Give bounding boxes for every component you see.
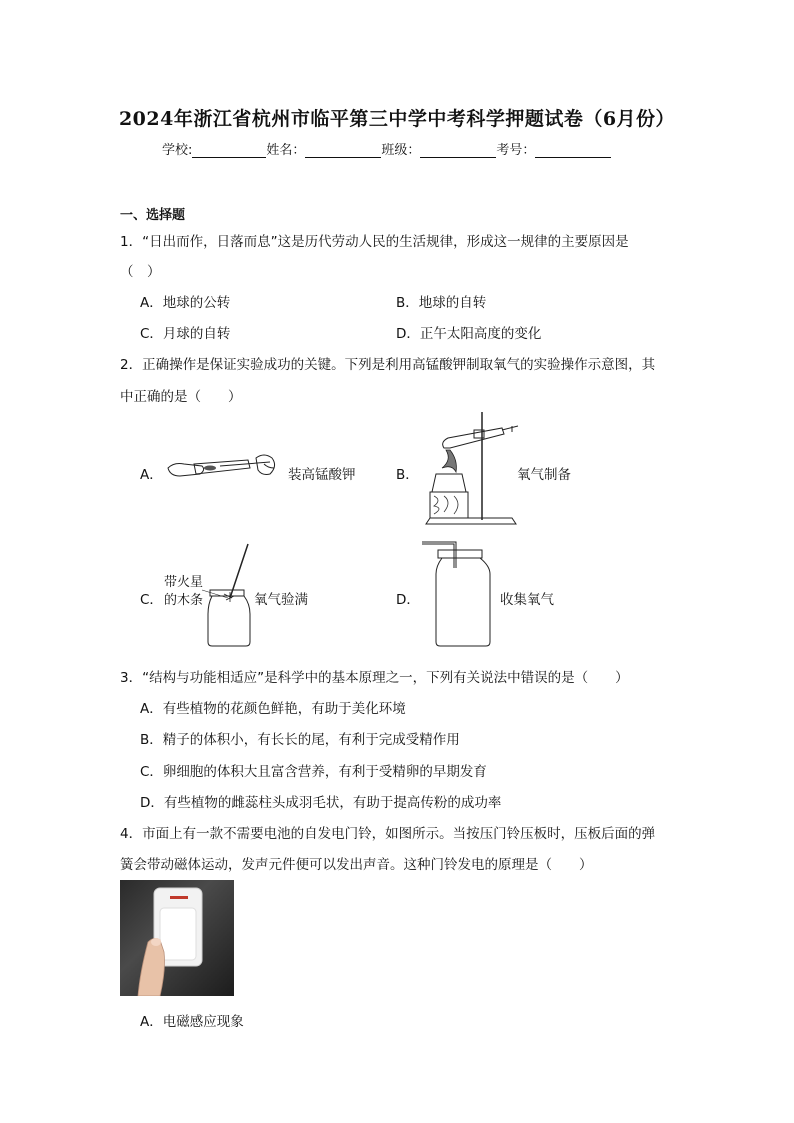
question-1-bracket: （ ） [120, 264, 161, 280]
name-field [305, 143, 381, 158]
question-3-text: 3．“结构与功能相适应”是科学中的基本原理之一，下列有关说法中错误的是（ ） [120, 670, 629, 686]
question-1-text: 1．“日出而作，日落而息”这是历代劳动人民的生活规律，形成这一规律的主要原因是 [120, 234, 629, 250]
q1-option-b: B．地球的自转 [396, 295, 487, 311]
fig-c-note-1: 带火星 [164, 575, 204, 590]
q3-option-c: C．卵细胞的体积大且富含营养，有利于受精卵的早期发育 [140, 764, 487, 780]
q1-option-a: A．地球的公转 [140, 295, 231, 311]
question-4-text: 4．市面上有一款不需要电池的自发电门铃，如图所示。当按压门铃压板时，压板后面的弹 [120, 826, 656, 842]
doorbell-photo [120, 880, 234, 996]
exam-no-label: 考号： [496, 143, 536, 158]
exam-no-field [535, 143, 611, 158]
fig-b-caption: 氧气制备 [517, 467, 571, 483]
fig-b-letter: B． [396, 467, 419, 483]
fig-b-illustration [422, 408, 522, 530]
section-title: 一、选择题 [120, 208, 186, 223]
question-4-text-cont: 簧会带动磁体运动，发声元件便可以发出声音。这种门铃发电的原理是（ ） [120, 857, 593, 873]
fig-c-letter: C． [140, 592, 163, 608]
q3-option-a: A．有些植物的花颜色鲜艳，有助于美化环境 [140, 701, 406, 717]
q3-option-b: B．精子的体积小，有长长的尾，有利于完成受精作用 [140, 732, 460, 748]
page-title: 2024年浙江省杭州市临平第三中学中考科学押题试卷（6月份） [118, 108, 676, 130]
student-info [162, 139, 611, 158]
fig-d-illustration [420, 538, 500, 650]
question-2-text: 2．正确操作是保证实验成功的关键。下列是利用高锰酸钾制取氧气的实验操作示意图，其 [120, 357, 656, 373]
class-field [420, 143, 496, 158]
school-label: 学校: [162, 143, 193, 158]
fig-d-caption: 收集氧气 [500, 592, 554, 608]
q4-option-a: A．电磁感应现象 [140, 1014, 244, 1030]
fig-c-note-2: 的木条 [164, 593, 204, 608]
fig-c-caption: 氧气验满 [254, 592, 308, 608]
school-field [192, 143, 266, 158]
q1-option-d: D．正午太阳高度的变化 [396, 326, 542, 342]
question-2-text-cont: 中正确的是（ ） [120, 389, 242, 405]
q1-option-c: C．月球的自转 [140, 326, 231, 342]
fig-a-illustration [160, 450, 290, 490]
fig-a-letter: A． [140, 467, 163, 483]
fig-d-letter: D． [396, 592, 420, 608]
fig-c-illustration [200, 542, 260, 650]
class-label: 班级： [381, 143, 421, 158]
q3-option-d: D．有些植物的雌蕊柱头成羽毛状，有助于提高传粉的成功率 [140, 795, 502, 811]
fig-a-caption: 装高锰酸钾 [288, 467, 356, 483]
name-label: 姓名： [266, 143, 306, 158]
